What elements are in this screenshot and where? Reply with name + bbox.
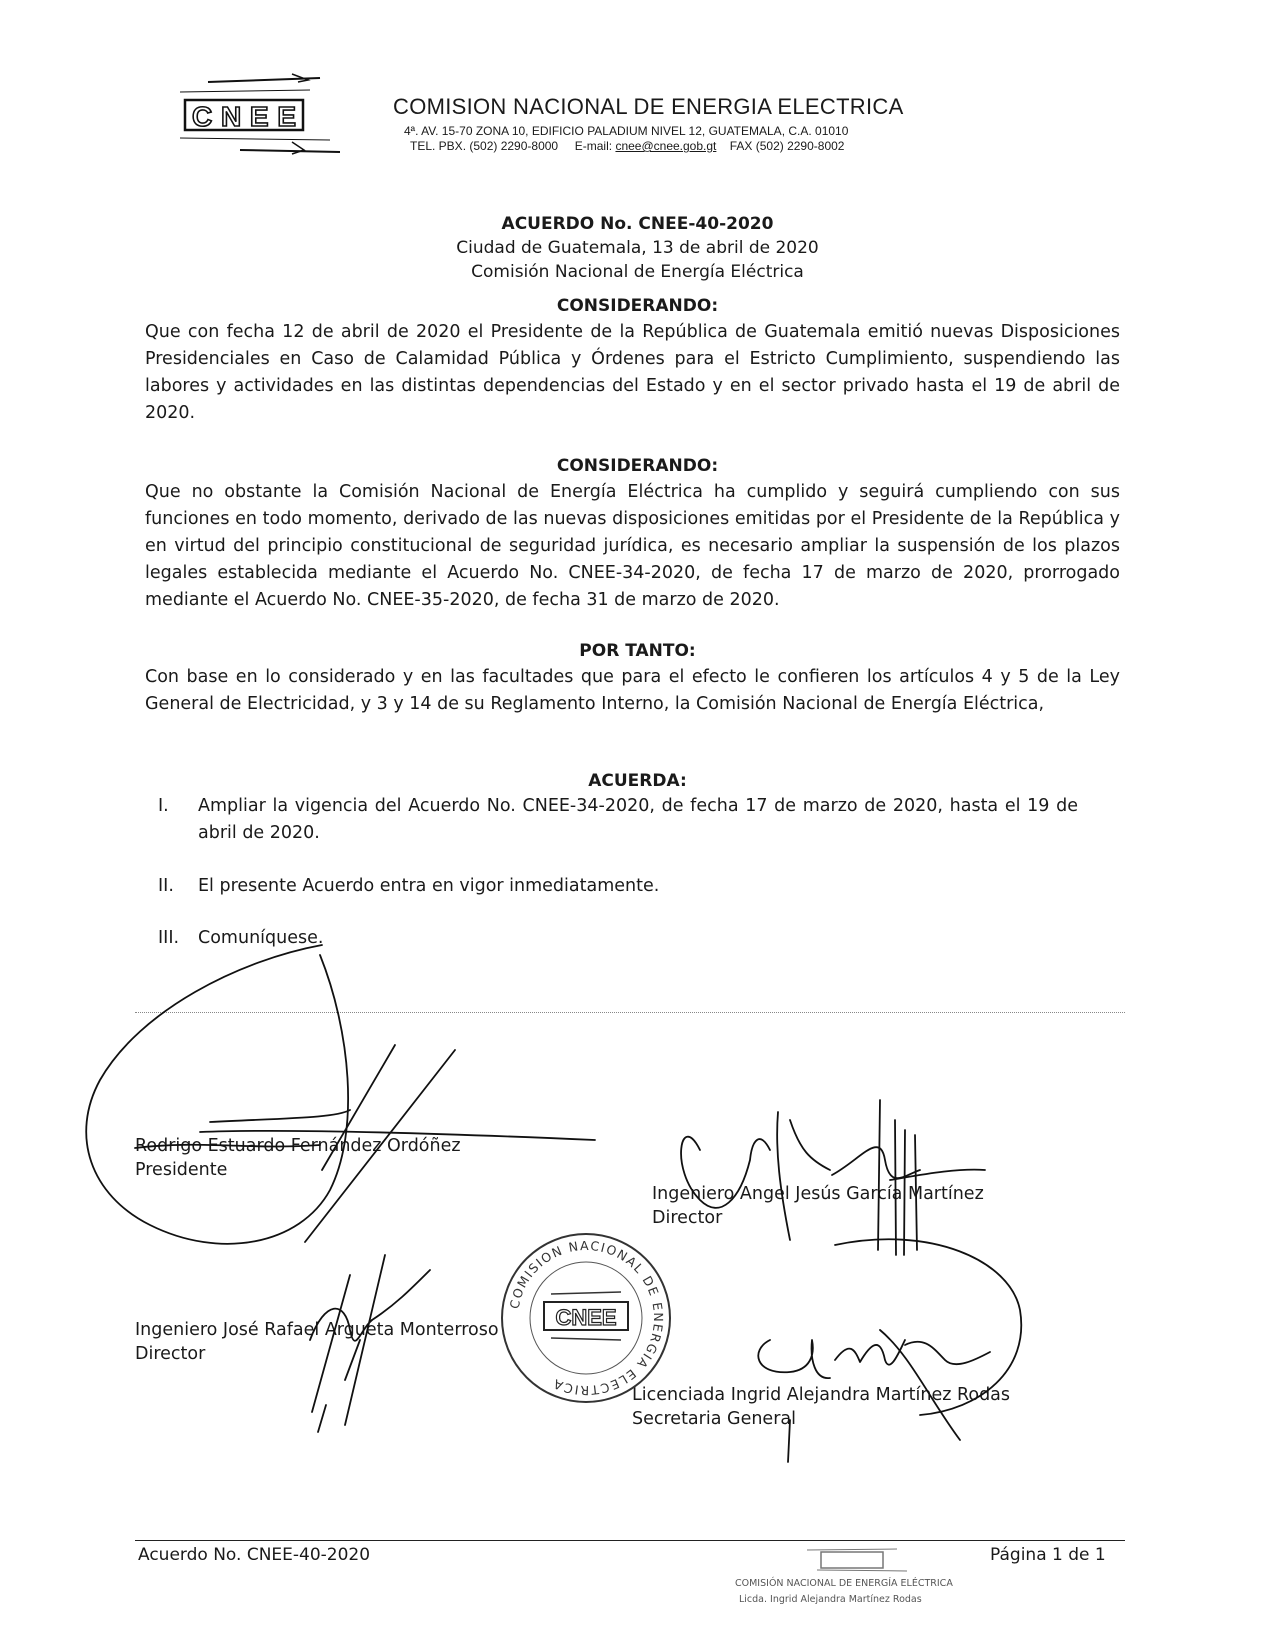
resolution-text: El presente Acuerdo entra en vigor inmediatamente.: [198, 876, 660, 896]
issuer: Comisión Nacional de Energía Eléctrica: [471, 262, 804, 282]
place-date: Ciudad de Guatemala, 13 de abril de 2020: [456, 238, 819, 258]
logo-text: CNEE: [192, 101, 296, 132]
organization-name: COMISION NACIONAL DE ENERGIA ELECTRICA: [393, 94, 904, 119]
considerando-1-title: CONSIDERANDO:: [556, 296, 719, 316]
email-label: E-mail:: [574, 139, 613, 153]
signatory-name: Licenciada Ingrid Alejandra Martínez Rodas: [632, 1385, 1011, 1405]
resolution-number: II.: [158, 876, 174, 896]
resolution-item: [158, 873, 1078, 900]
acuerda-title: ACUERDA:: [588, 771, 687, 791]
seal-ring-text: COMISION NACIONAL DE ENERGIA ELECTRICA: [506, 1237, 667, 1399]
document-number: ACUERDO No. CNEE-40-2020: [501, 214, 774, 234]
por-tanto-text: Con base en lo considerado y en las facultades que para el efecto le confieren los artículos 4 y 5 de la Ley General de Electricidad, y 3 y 14 de su Reglamento Interno, la Comisión Nacional de Energía Eléctrica,: [145, 667, 1120, 714]
email-link[interactable]: cnee@cnee.gob.gt: [615, 139, 717, 153]
stamp-line-organization: COMISIÓN NACIONAL DE ENERGÍA ELÉCTRICA: [735, 1578, 953, 1589]
page-number: Página 1 de 1: [990, 1545, 1106, 1565]
fax: FAX (502) 2290-8002: [729, 139, 845, 153]
signatory-name: Ingeniero Angel Jesús García Martínez: [652, 1184, 984, 1204]
dotted-divider: [135, 1012, 1125, 1013]
organization-address: 4ª. AV. 15-70 ZONA 10, EDIFICIO PALADIUM NIVEL 12, GUATEMALA, C.A. 01010: [404, 124, 849, 138]
president-signature: [86, 945, 348, 1244]
document-heading: [0, 212, 1275, 284]
resolution-item: [158, 793, 1078, 847]
signatory-name: Ingeniero José Rafael Argueta Monterroso: [135, 1320, 499, 1340]
considerando-1-text: Que con fecha 12 de abril de 2020 el Presidente de la República de Guatemala emitió nuevas Disposiciones Presidenciales en Caso de Calamidad Pública y Órdenes para el Estricto Cumplimiento, suspendiendo las labores y actividades en las distintas dependencias del Estado y en el sector privado hasta el 19 de abril de 2020.: [145, 322, 1120, 423]
resolution-number: I.: [158, 796, 169, 816]
seal-center-text: CNEE: [555, 1305, 617, 1330]
signatory-role: Presidente: [135, 1160, 228, 1180]
cnee-logo: [180, 72, 350, 160]
official-seal: [496, 1228, 676, 1408]
stamp-logo: [807, 1548, 907, 1572]
director-argueta-signature: [310, 1255, 385, 1425]
considerando-2-title: CONSIDERANDO:: [556, 456, 719, 476]
signatory-role: Director: [652, 1208, 723, 1228]
phone: TEL. PBX. (502) 2290-8000: [410, 139, 559, 153]
resolution-text: Ampliar la vigencia del Acuerdo No. CNEE-34-2020, de fecha 17 de marzo de 2020, hasta el 19 de abril de 2020.: [198, 796, 1078, 843]
stamp-line-name: Licda. Ingrid Alejandra Martínez Rodas: [739, 1594, 922, 1605]
footer-document-reference: Acuerdo No. CNEE-40-2020: [138, 1545, 371, 1565]
por-tanto-title: POR TANTO:: [579, 641, 696, 661]
resolution-item: [158, 925, 1078, 952]
signatory-role: Secretaria General: [632, 1409, 796, 1429]
considerando-2-text: Que no obstante la Comisión Nacional de Energía Eléctrica ha cumplido y seguirá cumpliendo con sus funciones en todo momento, derivado de las nuevas disposiciones emitidas por el Presidente de la República y en virtud del principio constitucional de seguridad jurídica, es necesario ampliar la suspensión de los plazos legales establecida mediante el Acuerdo No. CNEE-34-2020, de fecha 17 de marzo de 2020, prorrogado mediante el Acuerdo No. CNEE-35-2020, de fecha 31 de marzo de 2020.: [145, 482, 1120, 610]
organization-contact: [410, 139, 844, 153]
signatory-role: Director: [135, 1344, 206, 1364]
footer-rule: [135, 1540, 1125, 1541]
signatory-name: Rodrigo Estuardo Fernández Ordóñez: [135, 1136, 461, 1156]
secretary-stamp: [735, 1548, 1010, 1628]
resolution-number: III.: [158, 928, 180, 948]
resolution-text: Comuníquese.: [198, 928, 324, 948]
letterhead: [180, 72, 1000, 162]
